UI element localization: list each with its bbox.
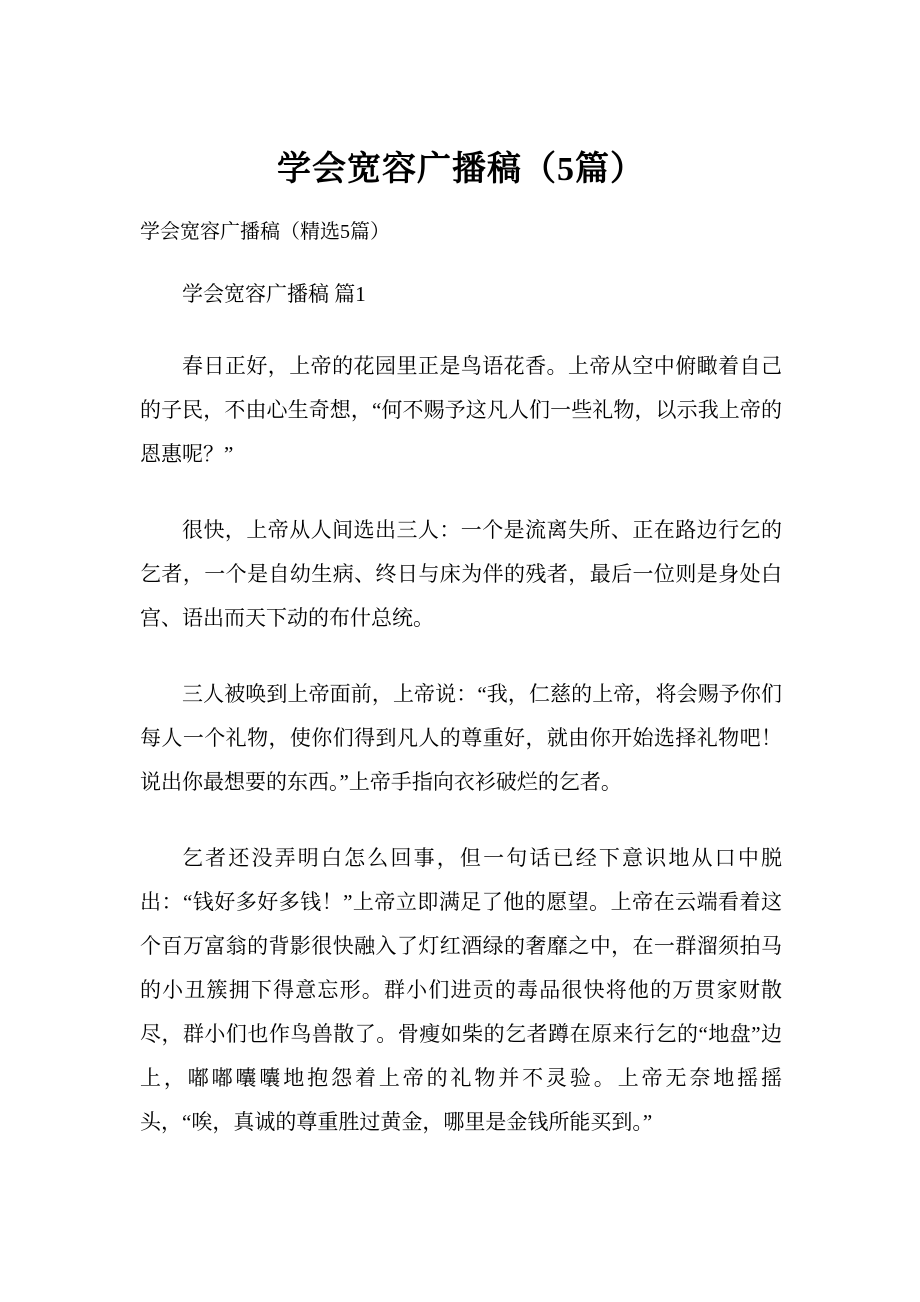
- paragraph-4: 乞者还没弄明白怎么回事，但一句话已经下意识地从口中脱出：“钱好多好多钱！”上帝立即满足了他的愿望。上帝在云端看着这个百万富翁的背影很快融入了灯红酒绿的奢靡之中，在一群溜须拍马的小丑簇拥下得意忘形。群小们进贡的毒品很快将他的万贯家财散尽，群小们也作鸟兽散了。骨瘦如柴的乞者蹲在原来行乞的“地盘”边上，嘟嘟囔囔地抱怨着上帝的礼物并不灵验。上帝无奈地摇摇头，“唉，真诚的尊重胜过黄金，哪里是金钱所能买到。”: [140, 845, 782, 1134]
- paragraph-1: 春日正好，上帝的花园里正是鸟语花香。上帝从空中俯瞰着自己的子民，不由心生奇想，“何不赐予这凡人们一些礼物，以示我上帝的恩惠呢？”: [140, 353, 782, 466]
- section-heading: 学会宽容广播稿 篇1: [182, 282, 366, 307]
- document-subtitle: 学会宽容广播稿（精选5篇）: [140, 221, 390, 244]
- document-title: 学会宽容广播稿（5篇）: [277, 151, 645, 188]
- paragraph-2: 很快，上帝从人间选出三人：一个是流离失所、正在路边行乞的乞者，一个是自幼生病、终日与床为伴的残者，最后一位则是身处白宫、语出而天下动的布什总统。: [140, 517, 782, 630]
- paragraph-3: 三人被唤到上帝面前，上帝说：“我，仁慈的上帝，将会赐予你们每人一个礼物，使你们得到凡人的尊重好，就由你开始选择礼物吧！说出你最想要的东西。”上帝手指向衣衫破烂的乞者。: [140, 681, 782, 794]
